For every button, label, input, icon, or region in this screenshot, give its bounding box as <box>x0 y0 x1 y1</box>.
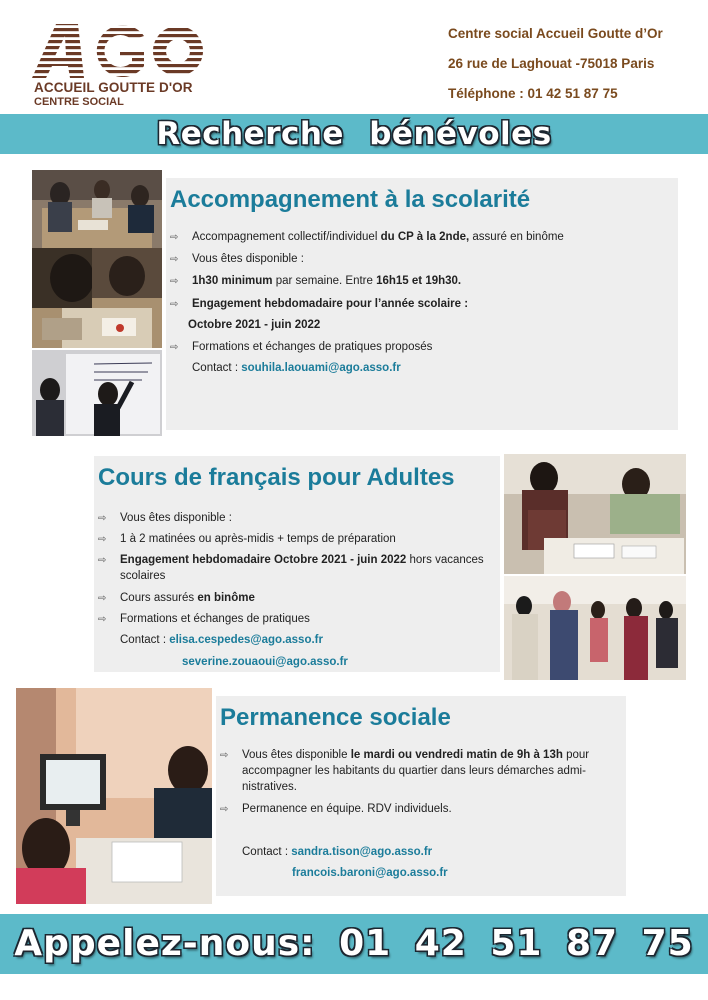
francais-contact-email-1[interactable]: elisa.cespedes@ago.asso.fr <box>169 634 323 646</box>
francais-contact: Contact : elisa.cespedes@ago.asso.fr <box>120 634 323 646</box>
francais-line-5: Formations et échanges de pratiques <box>120 613 310 625</box>
francais-contact-2 <box>182 655 348 670</box>
double-arrow-icon: ⇨ <box>170 276 179 287</box>
footer-band <box>0 914 708 974</box>
permanence-line-1b: accompagner les habitants du quartier dans leurs démarches admi- <box>242 765 586 777</box>
section-title-scolarite: Accompagnement à la scolarité <box>170 186 531 213</box>
francais-line-1: Vous êtes disponible : <box>120 512 232 524</box>
photo-social-desk <box>16 688 212 904</box>
header-contact <box>448 24 698 114</box>
permanence-line-2: Permanence en équipe. RDV individuels. <box>242 803 452 815</box>
page-title: Recherche bénévoles <box>156 116 552 152</box>
double-arrow-icon: ⇨ <box>220 750 229 761</box>
scolarite-contact-email[interactable]: souhila.laouami@ago.asso.fr <box>241 362 401 374</box>
double-arrow-icon: ⇨ <box>98 534 107 545</box>
org-name: Centre social Accueil Goutte d’Or <box>448 26 663 41</box>
francais-line-3b: scolaires <box>120 570 166 582</box>
double-arrow-icon: ⇨ <box>98 614 107 625</box>
scolarite-line-5: Formations et échanges de pratiques proposés <box>192 341 433 353</box>
francais-line-3: Engagement hebdomadaire Octobre 2021 - juin 2022 hors vacances <box>120 554 484 566</box>
francais-contact-email-2[interactable]: severine.zouaoui@ago.asso.fr <box>182 656 348 668</box>
photo-whiteboard <box>32 350 162 436</box>
double-arrow-icon: ⇨ <box>170 342 179 353</box>
double-arrow-icon: ⇨ <box>220 804 229 815</box>
double-arrow-icon: ⇨ <box>98 555 107 566</box>
photo-children-writing <box>32 248 162 348</box>
org-address: 26 rue de Laghouat -75018 Paris <box>448 56 655 71</box>
title-band <box>0 114 708 154</box>
double-arrow-icon: ⇨ <box>170 254 179 265</box>
section-francais <box>94 456 500 672</box>
francais-line-2: 1 à 2 matinées ou après-midis + temps de préparation <box>120 533 396 545</box>
scolarite-line-1: Accompagnement collectif/individuel du CP à la 2nde, assuré en binôme <box>192 231 564 243</box>
permanence-contact-email-2[interactable]: francois.baroni@ago.asso.fr <box>292 867 448 879</box>
section-title-francais: Cours de français pour Adultes <box>98 464 455 491</box>
scolarite-line-3: 1h30 minimum par semaine. Entre 16h15 et 19h30. <box>192 275 462 287</box>
scolarite-contact: Contact : souhila.laouami@ago.asso.fr <box>192 362 401 374</box>
permanence-line-1: Vous êtes disponible le mardi ou vendredi matin de 9h à 13h pour <box>242 749 590 761</box>
photo-tutoring-group <box>32 170 162 248</box>
photo-adult-class-table <box>504 454 686 574</box>
section-scolarite <box>166 178 678 430</box>
francais-line-4: Cours assurés en binôme <box>120 592 255 604</box>
permanence-line-1c: nistratives. <box>242 781 297 793</box>
scolarite-line-4: Engagement hebdomadaire pour l’année scolaire : <box>192 298 469 310</box>
ago-logo-mark <box>32 22 204 80</box>
double-arrow-icon: ⇨ <box>98 513 107 524</box>
double-arrow-icon: ⇨ <box>170 232 179 243</box>
footer-call-text: Appelez-nous: 01 42 51 87 75 <box>14 923 694 964</box>
section-title-permanence: Permanence sociale <box>220 704 451 731</box>
section-permanence <box>216 696 626 896</box>
double-arrow-icon: ⇨ <box>98 593 107 604</box>
logo-subtitle: CENTRE SOCIAL <box>34 96 124 108</box>
scolarite-period: Octobre 2021 - juin 2022 <box>188 319 321 331</box>
logo-name: ACCUEIL GOUTTE D'OR <box>34 80 193 95</box>
permanence-contact-email-1[interactable]: sandra.tison@ago.asso.fr <box>291 846 433 858</box>
photo-adult-class-group <box>504 576 686 680</box>
permanence-contact: Contact : sandra.tison@ago.asso.fr <box>242 846 433 858</box>
permanence-contact-2 <box>292 866 448 881</box>
ago-logo <box>32 22 232 112</box>
double-arrow-icon: ⇨ <box>170 299 179 310</box>
scolarite-line-2: Vous êtes disponible : <box>192 253 304 265</box>
org-phone: Téléphone : 01 42 51 87 75 <box>448 86 618 101</box>
